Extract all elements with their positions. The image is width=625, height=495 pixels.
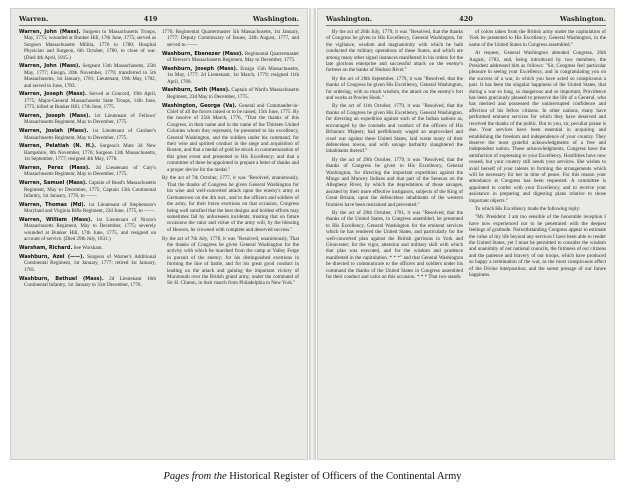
right-column-2 [469, 29, 606, 454]
entry-text: 1st Lieutenant of Fellows' Massachusetts Regiment, May to December, 1775. [24, 113, 156, 126]
entry-text: Captain of Read's Massachusetts Regiment, May to December, 1775; Captain 13th Continental Infantry, 1st January, 1776, to ——. [24, 180, 156, 200]
body-paragraph: By the act of 29th October, 1779, it was "Resolved, that the thanks of Congress be given to His Excellency, General Washington, for directing the important expedition against the Mingo and Muncey Indians and that part of the Senecas on the Allegheny River, by which the depredations of those savages, assisted by their more effective instigators, subjects of the King of Great Britain, upon the defenceless inhabitants of the western frontiers have been restrained and prevented." [326, 156, 463, 208]
entry-name: Washburn, Seth (Mass). [162, 87, 230, 94]
register-entry [19, 91, 156, 110]
entry-text: 1st Lieutenant of Stephenson's Maryland and Virginia Rifle Regiment, 22d June, 1775, to ——. [24, 201, 156, 215]
register-entry [162, 175, 299, 233]
entry-name: Warren, Joseph (Mass). [19, 91, 87, 98]
body-paragraph: By the act of 28th September, 1779, it was "Resolved, that the thanks of Congress be given His Excellency, General Washington, for ordering, with so much wisdom, the attack on the enemy's fort and works at Powles Hook." [326, 75, 463, 102]
entry-name: Warsham, Richard. [19, 245, 73, 252]
right-columns [326, 29, 606, 454]
body-paragraph: of colors taken from the British army under the capitulation of York be presented to His Excellency, General Washington, in the name of the United States in Congress assembled." [469, 29, 606, 48]
entry-text: 1st Lieutenant of Nixon's Massachusetts Regiment, May to December, 1775; severely wounded at Bunker Hill, 17th June, 1775, and resigned on account of service. (Died 29th July, 1831.) [24, 217, 156, 243]
register-entry [162, 66, 299, 85]
entry-text: Surgeon's Mate 3d New Hampshire, 8th November, 1776; Surgeon 13th Massachusetts, 1st September, 1777; resigned 4th May, 1778. [24, 143, 156, 163]
entry-name: Warren, John (Mass). [19, 29, 81, 35]
register-entry [19, 217, 156, 243]
register-entry [162, 103, 299, 173]
entry-name: Warren, Josiah (Mass). [19, 128, 89, 135]
register-entry [19, 276, 156, 289]
body-paragraph: At request, General Washington attended Congress, 26th August, 1783, and, being introduced by two members, the President addressed him as follows: "Sir, Congress feel particular pleasure in seeing your Excellency, and in congratulating you on the success of a war, in which you have acted so conspicuous a part. It has been the singular happiness of the United States, that during a war so long, so dangerous and so important, Providence has been graciously pleased to preserve the life of a General, who has merited and possessed the uninterrupted confidence and affection of his fellow citizens. In other nations, many have performed eminent services for which they have deserved and received the thanks of the public. But to you, sir, peculiar praise is due. Your services have been essential in acquiring and establishing the freedom and independence of your country. They deserve the most grateful acknowledgments of a free and independent nation. Those acknowledgments, Congress have the satisfaction of expressing to your Excellency. Hostilities have now ceased, but your country still needs your services. She wishes to avail herself of your talents in forming the arrangements which will be necessary for her in time of peace. For this reason your attendance at Congress has been requested. A committee is appointed to confer with your Excellency, and to receive your assistance in preparing and digesting plans relative to those important objects." [469, 50, 606, 204]
caption-lead: Pages from the [163, 471, 227, 482]
register-entry [19, 180, 156, 199]
entry-text: General and Commander-in-Chief of all the forces raised or to be raised, 15th June, 1775. By the resolve of 25th March, 1776, "That the thanks of this Congress, in their name and in the name of the Thirteen United Colonies whom they represent, be presented to his excellency, General Washington, and the soldiers under his command, for their wise and spirited conduct in the siege and acquisition of Boston, and that a medal of gold be struck in commemoration of this great event and presented to His Excellency; and that a committee of three be appointed to prepare a letter of thanks and a proper device for the medal." [167, 102, 299, 173]
left-page [10, 8, 308, 460]
body-paragraph: "Mr. President: I am too sensible of the honorable reception I have now experienced not to be penetrated with the deepest feelings of gratitude. Notwithstanding Congress appear to estimate the value of my life beyond any services I have been able to render the United States, yet I must be permitted to consider the wisdom and unanimity of our national councils, the firmness of our citizens and the patience and bravery of our troops, which have produced so happy a termination of the war, as the most conspicuous effect of the Divine interposition, and the surest presage of our future happiness. [469, 214, 606, 279]
right-head-right: Washington. [559, 15, 606, 23]
entry-name: Washburn, Bethuel (Mass). [19, 275, 104, 282]
entry-text: See Worsham. [73, 245, 103, 252]
entry-name: Warren, Thomas (Md). [19, 201, 86, 208]
register-entry [19, 143, 156, 162]
entry-name: Washburn, Azel (——). [19, 253, 85, 260]
register-entry [162, 29, 299, 48]
entry-text: 2d Lieutenant 16th Continental Infantry, 1st January to 31st December, 1776. [24, 275, 156, 288]
figure-caption [0, 471, 625, 482]
body-paragraph: By the act of 11th October, 1779, it was "Resolved, that the thanks of Congress be given His Excellency, General Washington, for directing an expedition against such of the Indian nations as, encouraged by the counsels and conduct of the officers of His Britannic Majesty, had perfidiously waged an unprovoked and cruel war against these United States, laid waste many of their defenceless towns, and with savage barbarity slaughtered the inhabitants thereof." [326, 103, 463, 155]
register-entry [19, 254, 156, 273]
entry-text: Ensign 15th Massachusetts, 1st May, 1777; 2d Lieutenant, 1st March, 1779; resigned 11th April, 1780. [167, 65, 299, 85]
entry-name: Washburn, Ebenezer (Mass). [162, 50, 244, 57]
entry-text: Surgeon of Warner's Additional Continental Regiment, 1st January, 1777; retired 1st January, 1781. [24, 253, 156, 273]
left-column-2 [162, 29, 299, 454]
entry-text: Captain of Ward's Massachusetts Regiment, 23d May to December, 1775. [167, 87, 299, 100]
book-spread [10, 8, 615, 460]
entry-name: Washburn, Joseph (Mass). [162, 65, 238, 72]
entry-name: Washington, George (Va). [162, 102, 237, 109]
left-head-left: Warren. [19, 15, 49, 23]
entry-name: Warren, William (Mass). [19, 217, 93, 224]
entry-text: By the act of 7th October, 1777, it was "Resolved, unanimously, That the thanks of Congress be given General Washington for his wise and well-concerted attack upon the enemy's army at Germantown on the 4th inst., and to the officers and soldiers of the army, for their brave exertions on that occasion, Congress being well satisfied that the best designs and boldest efforts may sometimes fail by unforeseen incidents; trusting that on future occasions the valor and virtue of the army will, by the blessing of Heaven, be crowned with complete and deserved success." [162, 175, 299, 233]
entry-text: 1776; Regimental Quartermaster 5th Massachusetts, 1st January, 1777; Deputy Commissary of Issues, 24th August, 1777, and served to ——. [162, 29, 299, 48]
register-entry [19, 245, 156, 251]
right-page-number: 420 [459, 15, 473, 23]
entry-name: Warren, Perez (Mass). [19, 165, 91, 172]
entry-text: Sergeant 13th Massachusetts, 25th May, 1777; Ensign, 20th November, 1779; transferred to 5th Massachusetts, 1st January, 1781; Lieutenant, 19th May, 1782, and served to June, 1783. [24, 63, 156, 89]
entry-text: 1st Lieutenant of Gardner's Massachusetts Regiment, May to December, 1775. [24, 128, 156, 141]
body-paragraph: By the act of 26th July, 1779, it was "Resolved, that the thanks of Congress be given to His Excellency, General Washington, for the vigilance, wisdom and magnanimity with which he hath conducted the military operations of these States, and which are among many other signal instances manifested in his orders for the late glorious enterprise and successful attack on the enemy's fortress on the banks of Hudson River." [326, 29, 463, 74]
left-head-right: Washington. [252, 15, 299, 23]
register-entry [19, 202, 156, 215]
right-running-head [326, 15, 606, 26]
entry-name: Warren, Samuel (Mass). [19, 180, 88, 187]
register-entry [162, 87, 299, 100]
register-entry [19, 113, 156, 126]
right-column-1 [326, 29, 463, 454]
caption-title: Historical Register of Officers of the Continental Army [226, 471, 462, 482]
left-running-head [19, 15, 299, 26]
body-paragraph: To which His Excellency made the following reply: [475, 205, 581, 212]
entry-text: By the act of 7th July, 1778, it was "Resolved, unanimously, That the thanks of Congress be given General Washington for the activity with which he marched from the camp at Valley Forge in pursuit of the enemy; for his distinguished exertions in forming the line of battle, and for his great good conduct in leading on the attack and gaining the important victory of Monmouth over the British grand army, under the command of Sir H. Clinton, in their march from Philadelphia to New York." [162, 235, 299, 287]
entry-text: Surgeon to Massachusetts Troops, May, 1775; wounded at Bunker Hill, 17th June, 1775; served as Surgeon Massachusetts Militia, 1776 to 1780; Hospital Physician and Surgeon, 6th October, 1780, to close of war. (Died 4th April, 1815.) [24, 29, 156, 61]
left-column-1 [19, 29, 156, 454]
entry-name: Warren, John (Mass). [19, 63, 81, 70]
entry-name: Warren, Joseph (Mass). [19, 113, 91, 120]
register-entry [19, 165, 156, 178]
entry-text: Served at Concord, 19th April, 1775; Major-General Massachusetts State Troops, 14th June, 1775; killed at Bunker Hill, 17th June, 1775. [24, 91, 156, 111]
register-entry [19, 128, 156, 141]
left-page-number: 419 [143, 15, 158, 23]
body-paragraph: By the act of 29th October, 1781, it was "Resolved, that the thanks of the United States, in Congress assembled, be presented to His Excellency, General Washington for the eminent services which he has rendered the United States, and particularly for the well-concerted plan against the British garrisons in York and Gloucester; for the vigor, attention and military skill with which that plan was executed, and for the wisdom and prudence manifested in the capitulation. * * *" and that General Washington be directed to communicate to the officers and soldiers under his command the thanks of the United States in Congress assembled for their conduct and valor on this occasion. * * * That two stands [326, 209, 463, 281]
entry-name: Warren, Pelatiah (N. H.). [19, 143, 96, 150]
register-entry [162, 51, 299, 64]
register-entry [19, 29, 156, 61]
book-gutter [309, 8, 316, 460]
entry-text: Regimental Quartermaster of Brewer's Massachusetts Regiment, May to December, 1775. [167, 50, 299, 64]
entry-text: 2d Lieutenant of Cary's Massachusetts Regiment, May to December, 1775. [24, 165, 156, 178]
right-head-left: Washington. [326, 15, 373, 23]
right-page [317, 8, 615, 460]
register-entry [19, 63, 156, 89]
register-entry [162, 236, 299, 287]
left-columns [19, 29, 299, 454]
